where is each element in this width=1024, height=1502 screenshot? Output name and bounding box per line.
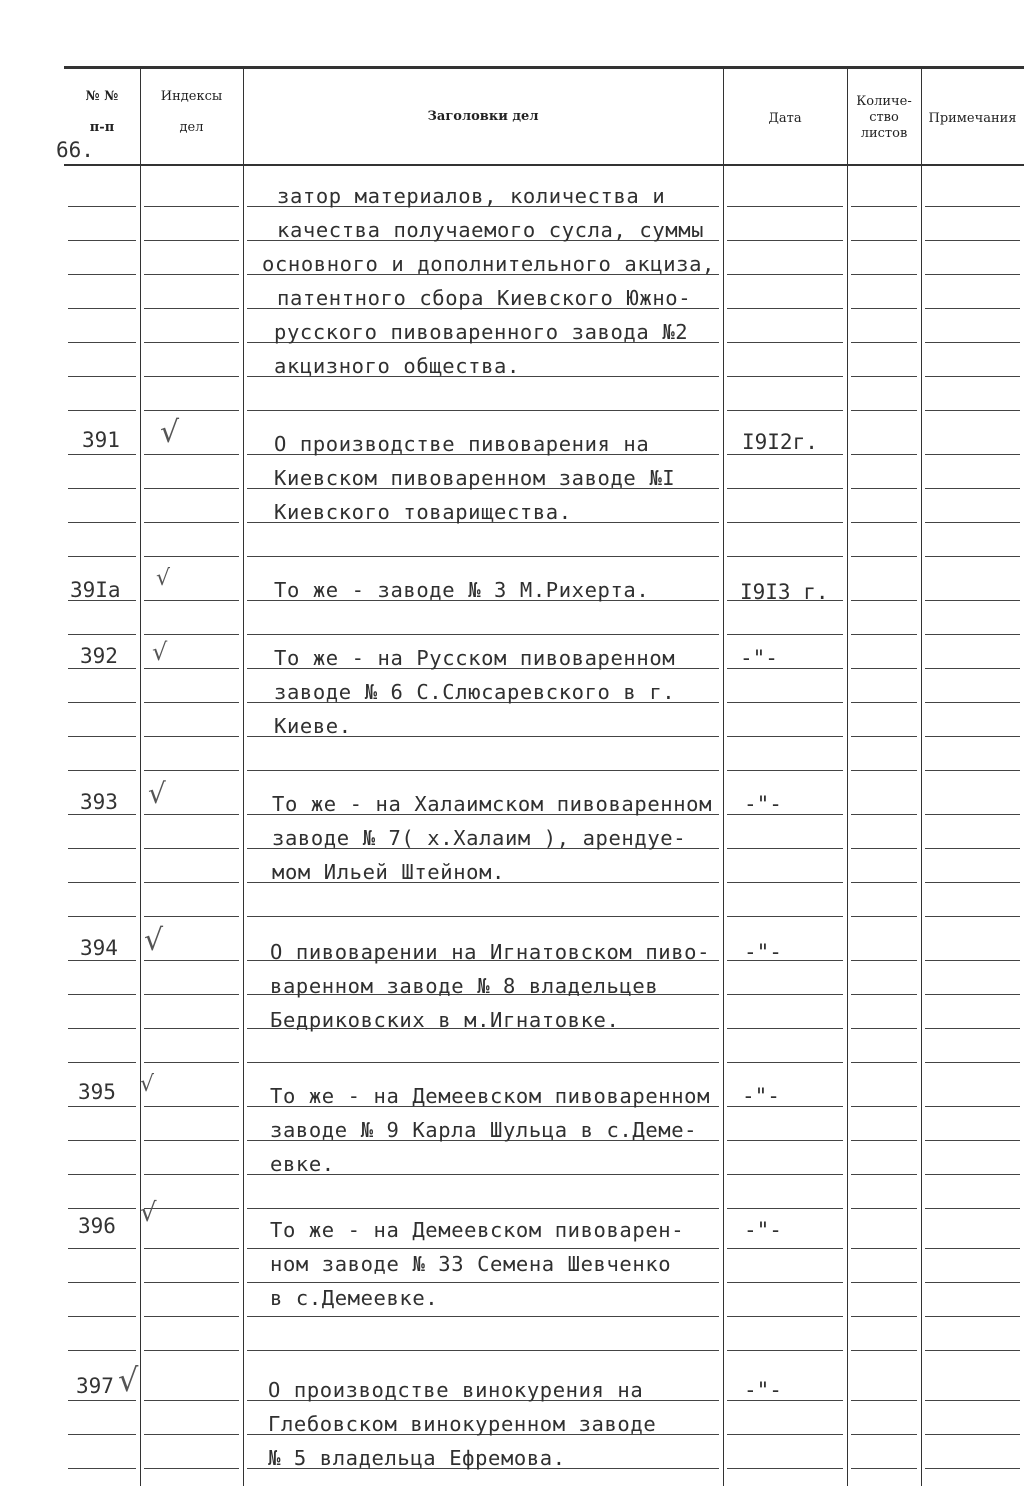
ruled-line bbox=[925, 556, 1020, 557]
ruled-line bbox=[727, 410, 843, 411]
ruled-line bbox=[68, 488, 136, 489]
ruled-line bbox=[851, 1248, 917, 1249]
ruled-line bbox=[925, 308, 1020, 309]
entry-title-line: заводе № 7( х.Халаим ), арендуе- bbox=[272, 826, 687, 850]
entry-number: 39Iа bbox=[70, 578, 121, 602]
page-number: 66. bbox=[56, 138, 94, 162]
ruled-line bbox=[144, 1468, 239, 1469]
entry-title-line: заводе № 9 Карла Шульца в с.Деме- bbox=[270, 1118, 698, 1142]
ruled-line bbox=[727, 1208, 843, 1209]
continuation-line: основного и дополнительного акциза, bbox=[262, 252, 715, 276]
ruled-line bbox=[144, 1434, 239, 1435]
ruled-line bbox=[851, 882, 917, 883]
ruled-line bbox=[68, 1208, 136, 1209]
ruled-line bbox=[144, 1248, 239, 1249]
header-col-number bbox=[64, 88, 140, 136]
ruled-line bbox=[68, 206, 136, 207]
ruled-line bbox=[727, 994, 843, 995]
ruled-line bbox=[68, 1028, 136, 1029]
ruled-line bbox=[247, 1248, 719, 1249]
checkmark-icon: √ bbox=[156, 566, 171, 591]
ruled-line bbox=[144, 1350, 239, 1351]
ruled-line bbox=[247, 1062, 719, 1063]
entry-title-line: То же - на Демеевском пивоваренном bbox=[270, 1084, 711, 1108]
header-top-border bbox=[64, 66, 1024, 69]
ruled-line bbox=[925, 1028, 1020, 1029]
entry-date: -"- bbox=[740, 646, 778, 670]
ruled-line bbox=[68, 960, 136, 961]
ruled-line bbox=[727, 702, 843, 703]
entry-title-line: О производстве винокурения на bbox=[268, 1378, 644, 1402]
ruled-line bbox=[925, 522, 1020, 523]
ruled-line bbox=[247, 634, 719, 635]
ruled-line bbox=[851, 600, 917, 601]
ruled-line bbox=[68, 882, 136, 883]
ruled-line bbox=[925, 1248, 1020, 1249]
ruled-line bbox=[727, 1174, 843, 1175]
ruled-line bbox=[727, 488, 843, 489]
ruled-line bbox=[925, 488, 1020, 489]
ruled-line bbox=[68, 916, 136, 917]
ruled-line bbox=[851, 1208, 917, 1209]
ruled-line bbox=[68, 770, 136, 771]
ruled-line bbox=[727, 454, 843, 455]
ruled-line bbox=[851, 848, 917, 849]
ruled-line bbox=[144, 960, 239, 961]
entry-date: -"- bbox=[744, 1218, 782, 1242]
entry-title-line: ном заводе № 33 Семена Шевченко bbox=[270, 1252, 672, 1276]
entry-number: 397 bbox=[76, 1374, 114, 1398]
header-bottom-border bbox=[64, 164, 1024, 166]
column-divider-count bbox=[847, 66, 848, 1486]
ruled-line bbox=[727, 342, 843, 343]
ruled-line bbox=[851, 1174, 917, 1175]
continuation-line: качества получаемого сусла, суммы bbox=[277, 218, 705, 242]
entry-date: -"- bbox=[744, 940, 782, 964]
ruled-line bbox=[68, 634, 136, 635]
ruled-line bbox=[727, 882, 843, 883]
ruled-line bbox=[144, 702, 239, 703]
ruled-line bbox=[144, 882, 239, 883]
ruled-line bbox=[727, 1062, 843, 1063]
ruled-line bbox=[144, 376, 239, 377]
column-divider-index bbox=[140, 66, 141, 1486]
header-col-number-line2: п-п bbox=[89, 120, 115, 135]
ruled-line bbox=[68, 1400, 136, 1401]
ruled-line bbox=[68, 1248, 136, 1249]
ruled-line bbox=[144, 1208, 239, 1209]
ruled-line bbox=[925, 342, 1020, 343]
entry-title-line: Киеве. bbox=[274, 714, 352, 738]
ruled-line bbox=[851, 308, 917, 309]
ruled-line bbox=[727, 916, 843, 917]
ruled-line bbox=[68, 522, 136, 523]
entry-number: 394 bbox=[80, 936, 118, 960]
ruled-line bbox=[68, 342, 136, 343]
ruled-line bbox=[144, 274, 239, 275]
header-col-index-line1: Индексы bbox=[160, 89, 223, 104]
ruled-line bbox=[727, 308, 843, 309]
ruled-line bbox=[925, 1106, 1020, 1107]
ruled-line bbox=[144, 814, 239, 815]
ruled-line bbox=[144, 916, 239, 917]
ruled-line bbox=[68, 1106, 136, 1107]
entry-title-line: заводе № 6 С.Слюсаревского в г. bbox=[274, 680, 676, 704]
ruled-line bbox=[68, 1282, 136, 1283]
ruled-line bbox=[925, 668, 1020, 669]
ruled-line bbox=[851, 736, 917, 737]
ruled-line bbox=[925, 1282, 1020, 1283]
ruled-line bbox=[851, 814, 917, 815]
ruled-line bbox=[144, 770, 239, 771]
ruled-line bbox=[851, 1468, 917, 1469]
ruled-line bbox=[727, 1028, 843, 1029]
entry-date: -"- bbox=[744, 1378, 782, 1402]
ruled-line bbox=[727, 274, 843, 275]
header-col-count bbox=[847, 94, 921, 142]
ruled-line bbox=[727, 1248, 843, 1249]
column-divider-notes bbox=[921, 66, 922, 1486]
ruled-line bbox=[247, 916, 719, 917]
ruled-line bbox=[144, 240, 239, 241]
ruled-line bbox=[144, 488, 239, 489]
ruled-line bbox=[851, 454, 917, 455]
ruled-line bbox=[925, 410, 1020, 411]
continuation-line: русского пивоваренного завода №2 bbox=[274, 320, 689, 344]
ruled-line bbox=[851, 702, 917, 703]
ruled-line bbox=[925, 1208, 1020, 1209]
ruled-line bbox=[68, 1468, 136, 1469]
checkmark-icon: √ bbox=[118, 1361, 139, 1399]
ruled-line bbox=[925, 916, 1020, 917]
entry-title-line: То же - на Русском пивоваренном bbox=[274, 646, 676, 670]
checkmark-icon: √ bbox=[140, 1198, 157, 1228]
ruled-line bbox=[68, 1174, 136, 1175]
ruled-line bbox=[144, 994, 239, 995]
header-col-count-line3: листов bbox=[860, 126, 908, 141]
header-col-index-line2: дел bbox=[179, 120, 204, 135]
ruled-line bbox=[851, 522, 917, 523]
header-col-index bbox=[140, 88, 243, 136]
ruled-line bbox=[925, 814, 1020, 815]
entry-title-line: О пивоварении на Игнатовском пиво- bbox=[270, 940, 711, 964]
ruled-line bbox=[68, 454, 136, 455]
ruled-line bbox=[68, 814, 136, 815]
ruled-line bbox=[851, 376, 917, 377]
ruled-line bbox=[68, 1062, 136, 1063]
ruled-line bbox=[68, 702, 136, 703]
ruled-line bbox=[851, 634, 917, 635]
entry-date: -"- bbox=[742, 1084, 780, 1108]
ruled-line bbox=[851, 1434, 917, 1435]
ruled-line bbox=[851, 994, 917, 995]
ruled-line bbox=[851, 240, 917, 241]
entry-title-line: мом Ильей Штейном. bbox=[272, 860, 505, 884]
ruled-line bbox=[247, 1350, 719, 1351]
ruled-line bbox=[851, 1282, 917, 1283]
ruled-line bbox=[925, 240, 1020, 241]
ruled-line bbox=[727, 1350, 843, 1351]
ruled-line bbox=[144, 342, 239, 343]
checkmark-icon: √ bbox=[160, 415, 180, 450]
ruled-line bbox=[144, 1140, 239, 1141]
ruled-line bbox=[925, 736, 1020, 737]
ruled-line bbox=[851, 206, 917, 207]
ruled-line bbox=[727, 556, 843, 557]
entry-title-line: Бедриковских в м.Игнатовке. bbox=[270, 1008, 620, 1032]
ruled-line bbox=[925, 206, 1020, 207]
ruled-line bbox=[727, 770, 843, 771]
ruled-line bbox=[851, 668, 917, 669]
ruled-line bbox=[925, 1316, 1020, 1317]
ruled-line bbox=[68, 1316, 136, 1317]
ruled-line bbox=[851, 1316, 917, 1317]
ruled-line bbox=[851, 410, 917, 411]
entry-number: 395 bbox=[78, 1080, 116, 1104]
ruled-line bbox=[144, 600, 239, 601]
ruled-line bbox=[247, 556, 719, 557]
ruled-line bbox=[144, 206, 239, 207]
ruled-line bbox=[68, 308, 136, 309]
ruled-line bbox=[144, 454, 239, 455]
ruled-line bbox=[247, 1282, 719, 1283]
header-col-count-line2: ство bbox=[869, 110, 899, 125]
ruled-line bbox=[144, 1400, 239, 1401]
ruled-line bbox=[851, 1028, 917, 1029]
column-divider-date bbox=[723, 66, 724, 1486]
ruled-line bbox=[68, 1434, 136, 1435]
ruled-line bbox=[851, 1140, 917, 1141]
ruled-line bbox=[851, 556, 917, 557]
ruled-line bbox=[925, 1062, 1020, 1063]
ruled-line bbox=[727, 206, 843, 207]
ruled-line bbox=[144, 308, 239, 309]
ruled-line bbox=[144, 668, 239, 669]
header-col-title-text: Заголовки дел bbox=[427, 109, 539, 124]
ruled-line bbox=[851, 342, 917, 343]
ruled-line bbox=[851, 274, 917, 275]
ruled-line bbox=[68, 556, 136, 557]
ruled-line bbox=[68, 1140, 136, 1141]
ruled-line bbox=[727, 522, 843, 523]
entry-title-line: Глебовском винокуренном заводе bbox=[268, 1412, 657, 1436]
ruled-line bbox=[68, 736, 136, 737]
ruled-line bbox=[727, 848, 843, 849]
ruled-line bbox=[247, 770, 719, 771]
ruled-line bbox=[144, 1028, 239, 1029]
ruled-line bbox=[727, 1468, 843, 1469]
ruled-line bbox=[925, 848, 1020, 849]
ruled-line bbox=[727, 1140, 843, 1141]
ruled-line bbox=[925, 1468, 1020, 1469]
ruled-line bbox=[68, 410, 136, 411]
ruled-line bbox=[68, 994, 136, 995]
checkmark-icon: √ bbox=[148, 777, 166, 810]
ruled-line bbox=[144, 634, 239, 635]
ruled-line bbox=[851, 1400, 917, 1401]
entry-title-line: Киевского товарищества. bbox=[274, 500, 572, 524]
ruled-line bbox=[727, 736, 843, 737]
header-col-number-line1: № № bbox=[85, 89, 119, 104]
ruled-line bbox=[144, 410, 239, 411]
ruled-line bbox=[851, 488, 917, 489]
ruled-line bbox=[247, 1316, 719, 1317]
ruled-line bbox=[144, 556, 239, 557]
entry-number: 391 bbox=[82, 428, 120, 452]
entry-title-line: варенном заводе № 8 владельцев bbox=[270, 974, 659, 998]
ruled-line bbox=[144, 848, 239, 849]
ruled-line bbox=[144, 1174, 239, 1175]
ruled-line bbox=[925, 770, 1020, 771]
entry-number: 392 bbox=[80, 644, 118, 668]
header-col-notes-text: Примечания bbox=[928, 111, 1017, 126]
entry-number: 396 bbox=[78, 1214, 116, 1238]
header-col-title bbox=[243, 108, 723, 125]
ruled-line bbox=[144, 1316, 239, 1317]
entry-date: I9I3 г. bbox=[740, 580, 829, 604]
header-col-notes bbox=[921, 110, 1024, 127]
ruled-line bbox=[727, 1434, 843, 1435]
entry-title-line: То же - на Халаимском пивоваренном bbox=[272, 792, 713, 816]
entry-date: -"- bbox=[744, 792, 782, 816]
ruled-line bbox=[925, 960, 1020, 961]
ruled-line bbox=[851, 1062, 917, 1063]
ruled-line bbox=[925, 994, 1020, 995]
header-col-date bbox=[723, 110, 847, 127]
ruled-line bbox=[851, 1106, 917, 1107]
ruled-line bbox=[925, 274, 1020, 275]
ruled-line bbox=[68, 668, 136, 669]
ruled-line bbox=[925, 634, 1020, 635]
ruled-line bbox=[925, 1350, 1020, 1351]
ruled-line bbox=[727, 1282, 843, 1283]
ruled-line bbox=[727, 1316, 843, 1317]
continuation-line: патентного сбора Киевского Южно- bbox=[277, 286, 692, 310]
ruled-line bbox=[925, 454, 1020, 455]
ruled-line bbox=[851, 916, 917, 917]
ruled-line bbox=[925, 376, 1020, 377]
entry-title-line: Киевском пивоваренном заводе №I bbox=[274, 466, 676, 490]
ruled-line bbox=[727, 376, 843, 377]
entry-title-line: № 5 владельца Ефремова. bbox=[268, 1446, 566, 1470]
ruled-line bbox=[144, 1062, 239, 1063]
ruled-line bbox=[925, 1400, 1020, 1401]
ruled-line bbox=[925, 1434, 1020, 1435]
ruled-line bbox=[925, 1174, 1020, 1175]
ruled-line bbox=[925, 1140, 1020, 1141]
entry-title-line: О производстве пивоварения на bbox=[274, 432, 650, 456]
continuation-line: акцизного общества. bbox=[274, 354, 520, 378]
ruled-line bbox=[68, 240, 136, 241]
ruled-line bbox=[68, 848, 136, 849]
ruled-line bbox=[851, 770, 917, 771]
ruled-line bbox=[144, 1282, 239, 1283]
ruled-line bbox=[925, 702, 1020, 703]
header-col-count-line1: Количе- bbox=[856, 94, 912, 109]
ruled-line bbox=[851, 960, 917, 961]
ruled-line bbox=[727, 634, 843, 635]
ruled-line bbox=[68, 376, 136, 377]
column-divider-title bbox=[243, 66, 244, 1486]
checkmark-icon: √ bbox=[140, 1072, 155, 1097]
ruled-line bbox=[144, 736, 239, 737]
entry-date: I9I2г. bbox=[742, 430, 818, 454]
entry-title-line: То же - на Демеевском пивоварен- bbox=[270, 1218, 685, 1242]
ruled-line bbox=[144, 1106, 239, 1107]
entry-number: 393 bbox=[80, 790, 118, 814]
ruled-line bbox=[925, 882, 1020, 883]
ruled-line bbox=[68, 1350, 136, 1351]
ruled-line bbox=[247, 410, 719, 411]
ruled-line bbox=[851, 1350, 917, 1351]
header-col-date-text: Дата bbox=[768, 111, 802, 126]
checkmark-icon: √ bbox=[144, 923, 164, 958]
ruled-line bbox=[144, 522, 239, 523]
entry-title-line: в с.Демеевке. bbox=[270, 1286, 439, 1310]
entry-title-line: евке. bbox=[270, 1152, 335, 1176]
ruled-line bbox=[925, 600, 1020, 601]
ruled-line bbox=[68, 274, 136, 275]
entry-title-line: То же - заводе № 3 М.Рихерта. bbox=[274, 578, 650, 602]
ruled-line bbox=[247, 1208, 719, 1209]
checkmark-icon: √ bbox=[152, 638, 168, 666]
continuation-line: затор материалов, количества и bbox=[277, 184, 666, 208]
ruled-line bbox=[727, 240, 843, 241]
